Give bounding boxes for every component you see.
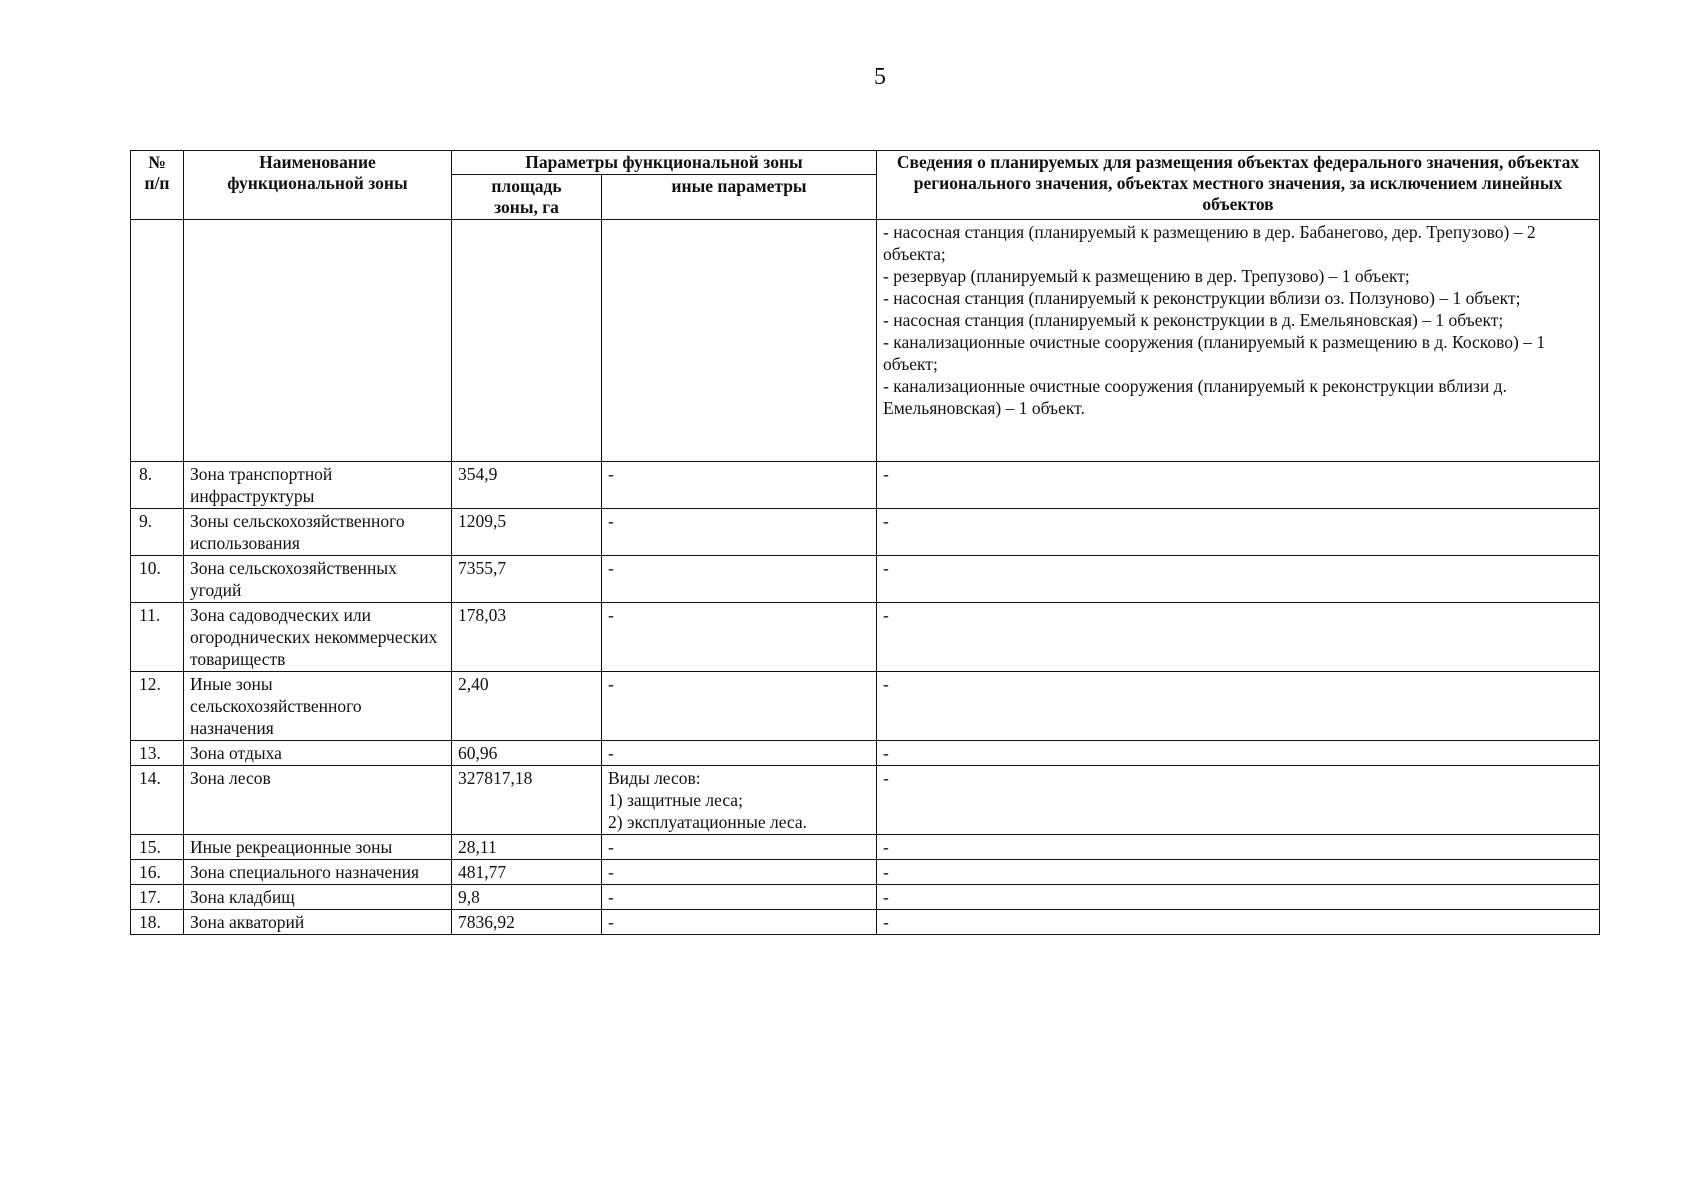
cell-area: 9,8	[452, 885, 602, 910]
cell-other-params: -	[602, 462, 877, 509]
table-row	[131, 885, 1600, 910]
cell-num: 10.	[131, 556, 184, 603]
cell-num: 12.	[131, 672, 184, 741]
table-header	[131, 151, 1600, 220]
cell-area: 2,40	[452, 672, 602, 741]
cell-area: 28,11	[452, 835, 602, 860]
cell-area: 60,96	[452, 741, 602, 766]
cell-zone-name: Зона акваторий	[184, 910, 452, 935]
table-row	[131, 910, 1600, 935]
cell-planned-objects-info: -	[877, 603, 1600, 672]
cell-num: 17.	[131, 885, 184, 910]
table-row	[131, 860, 1600, 885]
cell-zone-name: Зона лесов	[184, 766, 452, 835]
cell-area: 7355,7	[452, 556, 602, 603]
cell-area: 327817,18	[452, 766, 602, 835]
cell-num: 15.	[131, 835, 184, 860]
header-planned-objects-info: Сведения о планируемых для размещения объектах федерального значения, объектах регионального значения, объектах местного значения, за исключением линейных объектов	[877, 151, 1600, 220]
cell-zone-name: Зона садоводческих или огороднических некоммерческих товариществ	[184, 603, 452, 672]
cell-other-params: -	[602, 885, 877, 910]
table-row	[131, 509, 1600, 556]
cell-area	[452, 220, 602, 462]
cell-planned-objects-info: -	[877, 741, 1600, 766]
cell-other-params: -	[602, 603, 877, 672]
header-area: площадь зоны, га	[452, 175, 602, 220]
cell-zone-name: Зона специального назначения	[184, 860, 452, 885]
cell-zone-name: Зона транспортной инфраструктуры	[184, 462, 452, 509]
functional-zones-table-wrapper	[130, 150, 1600, 935]
header-zone-name: Наименование функциональной зоны	[184, 151, 452, 220]
table-row	[131, 835, 1600, 860]
cell-planned-objects-info: -	[877, 509, 1600, 556]
page-number: 5	[874, 64, 886, 90]
cell-other-params: -	[602, 910, 877, 935]
cell-other-params: -	[602, 835, 877, 860]
cell-zone-name: Зона сельскохозяйственных угодий	[184, 556, 452, 603]
cell-other-params	[602, 220, 877, 462]
cell-planned-objects-info: -	[877, 672, 1600, 741]
cell-planned-objects-info: -	[877, 910, 1600, 935]
cell-num: 16.	[131, 860, 184, 885]
cell-other-params: -	[602, 509, 877, 556]
table-row	[131, 556, 1600, 603]
table-row	[131, 741, 1600, 766]
cell-zone-name: Зона кладбищ	[184, 885, 452, 910]
cell-num: 14.	[131, 766, 184, 835]
cell-other-params: -	[602, 556, 877, 603]
cell-other-params: -	[602, 741, 877, 766]
cell-zone-name	[184, 220, 452, 462]
table-body	[131, 220, 1600, 935]
cell-num: 13.	[131, 741, 184, 766]
cell-num: 9.	[131, 509, 184, 556]
header-params-group: Параметры функциональной зоны	[452, 151, 877, 175]
cell-zone-name: Зона отдыха	[184, 741, 452, 766]
cell-planned-objects-info: -	[877, 766, 1600, 835]
cell-planned-objects-info: -	[877, 835, 1600, 860]
functional-zones-table	[130, 150, 1600, 935]
cell-other-params: -	[602, 860, 877, 885]
cell-other-params: Виды лесов: 1) защитные леса; 2) эксплуатационные леса.	[602, 766, 877, 835]
cell-zone-name: Зоны сельскохозяйственного использования	[184, 509, 452, 556]
cell-area: 354,9	[452, 462, 602, 509]
cell-planned-objects-info: -	[877, 885, 1600, 910]
cell-area: 7836,92	[452, 910, 602, 935]
header-other-params: иные параметры	[602, 175, 877, 220]
table-row	[131, 462, 1600, 509]
cell-num: 18.	[131, 910, 184, 935]
cell-area: 481,77	[452, 860, 602, 885]
table-row	[131, 603, 1600, 672]
header-num: № п/п	[131, 151, 184, 220]
cell-planned-objects-info: -	[877, 860, 1600, 885]
cell-zone-name: Иные рекреационные зоны	[184, 835, 452, 860]
cell-num: 8.	[131, 462, 184, 509]
cell-num: 11.	[131, 603, 184, 672]
cell-planned-objects-info: -	[877, 556, 1600, 603]
header-row-1	[131, 151, 1600, 175]
cell-num	[131, 220, 184, 462]
cell-area: 178,03	[452, 603, 602, 672]
cell-zone-name: Иные зоны сельскохозяйственного назначения	[184, 672, 452, 741]
cell-other-params: -	[602, 672, 877, 741]
cell-area: 1209,5	[452, 509, 602, 556]
table-row-continuation	[131, 220, 1600, 462]
table-row	[131, 672, 1600, 741]
cell-planned-objects-info: -	[877, 462, 1600, 509]
table-row	[131, 766, 1600, 835]
cell-planned-objects-info: - насосная станция (планируемый к размещению в дер. Бабанегово, дер. Трепузово) – 2 объекта; - резервуар (планируемый к размещению в дер. Трепузово) – 1 объект; - насосная станция (планируемый к реконструкции вблизи оз. Ползуново) – 1 объект; - насосная станция (планируемый к реконструкции в д. Емельяновская) – 1 объект; - канализационные очистные сооружения (планируемый к размещению в д. Косково) – 1 объект; - канализационные очистные сооружения (планируемый к реконструкции вблизи д. Емельяновская) – 1 объект.	[877, 220, 1600, 462]
